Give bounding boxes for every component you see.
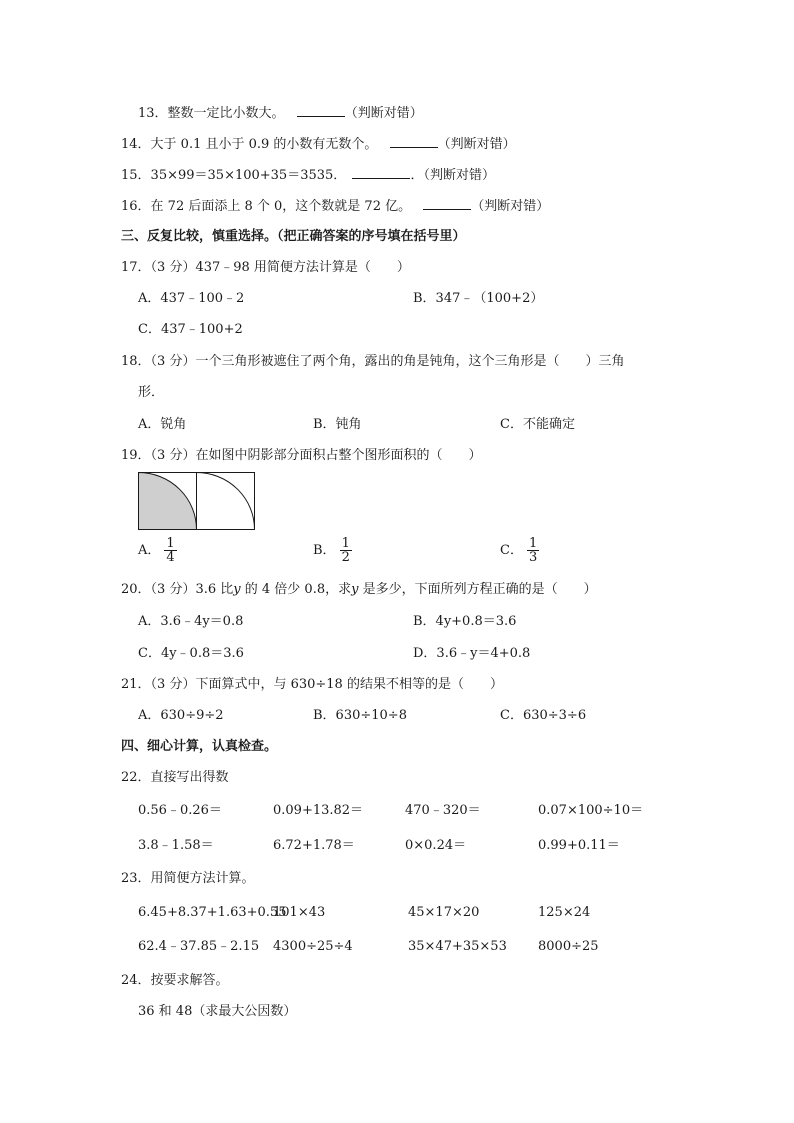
section-4-heading: 四、细心计算，认真检查。 bbox=[121, 739, 278, 754]
q19-option-b[interactable]: B． $\frac{1}{2}$ bbox=[313, 536, 350, 565]
question-text: 整数一定比小数大。 bbox=[167, 106, 285, 121]
q22-item: 0.56﹣0.26＝ bbox=[138, 803, 222, 818]
question-20-stem: 20．（3 分）3.6 比y 的 4 倍少 0.8，求y 是多少，下面所列方程正确的是（ ） bbox=[121, 582, 597, 597]
q23-item: 45×17×20 bbox=[408, 905, 480, 920]
question-16 bbox=[121, 197, 549, 216]
section-3-heading: 三、反复比较，慎重选择。（把正确答案的序号填在括号里） bbox=[121, 229, 466, 244]
q17-option-b[interactable]: B．347﹣（100+2） bbox=[413, 291, 544, 306]
q23-item: 8000÷25 bbox=[538, 939, 599, 954]
q22-item: 0.07×100÷10＝ bbox=[538, 803, 644, 818]
q20-option-a[interactable]: A．3.6﹣4y＝0.8 bbox=[138, 614, 244, 629]
question-tail: （判断对错） bbox=[471, 199, 550, 214]
q22-item: 0×0.24＝ bbox=[405, 838, 467, 853]
q23-item: 101×43 bbox=[273, 905, 326, 920]
q18-option-c[interactable]: C．不能确定 bbox=[500, 417, 575, 432]
answer-blank[interactable] bbox=[297, 104, 345, 117]
q20-option-b[interactable]: B．4y+0.8＝3.6 bbox=[413, 614, 517, 629]
question-17-stem: 17．（3 分）437﹣98 用简便方法计算是（ ） bbox=[121, 260, 410, 275]
q22-item: 6.72+1.78＝ bbox=[273, 838, 355, 853]
question-text: 在 72 后面添上 8 个 0，这个数就是 72 亿。 bbox=[150, 199, 412, 214]
q23-item: 4300÷25÷4 bbox=[273, 939, 353, 954]
answer-blank[interactable] bbox=[352, 166, 410, 179]
answer-blank[interactable] bbox=[423, 197, 471, 210]
q19-option-a[interactable]: A． $\frac{1}{4}$ bbox=[138, 536, 175, 565]
question-24-stem: 24．按要求解答。 bbox=[121, 973, 229, 988]
q22-item: 3.8﹣1.58＝ bbox=[138, 838, 214, 853]
q22-item: 0.09+13.82＝ bbox=[273, 803, 364, 818]
question-13 bbox=[138, 104, 423, 123]
q18-option-a[interactable]: A．锐角 bbox=[138, 417, 187, 432]
q18-option-b[interactable]: B．钝角 bbox=[313, 417, 362, 432]
question-number: 13． bbox=[138, 106, 168, 121]
q19-option-c[interactable]: C． $\frac{1}{3}$ bbox=[500, 536, 538, 565]
q23-item: 62.4﹣37.85﹣2.15 bbox=[138, 939, 260, 954]
question-tail: ．（判断对错） bbox=[410, 168, 495, 183]
question-tail: （判断对错） bbox=[437, 137, 516, 152]
question-number: 15． bbox=[121, 168, 151, 183]
question-18-stem-cont: 形． bbox=[138, 385, 165, 400]
question-text: 35×99＝35×100+35＝3535． bbox=[150, 168, 347, 183]
q21-option-c[interactable]: C．630÷3÷6 bbox=[500, 708, 587, 723]
q17-option-c[interactable]: C．437﹣100+2 bbox=[138, 322, 243, 337]
question-text: 大于 0.1 且小于 0.9 的小数有无数个。 bbox=[150, 137, 378, 152]
q21-option-a[interactable]: A．630÷9÷2 bbox=[138, 708, 224, 723]
question-23-stem: 23．用简便方法计算。 bbox=[121, 871, 255, 886]
question-14 bbox=[121, 135, 516, 154]
question-15 bbox=[121, 166, 495, 185]
question-tail: （判断对错） bbox=[344, 106, 423, 121]
q17-option-a[interactable]: A．437﹣100﹣2 bbox=[138, 291, 245, 306]
quarter-circle-figure bbox=[138, 472, 256, 531]
q20-option-c[interactable]: C．4y﹣0.8＝3.6 bbox=[138, 646, 244, 661]
q23-item: 6.45+8.37+1.63+0.55 bbox=[138, 905, 287, 920]
q23-item: 125×24 bbox=[538, 905, 591, 920]
q20-option-d[interactable]: D．3.6﹣y＝4+0.8 bbox=[413, 646, 531, 661]
q22-item: 0.99+0.11＝ bbox=[538, 838, 620, 853]
question-number: 16． bbox=[121, 199, 151, 214]
answer-blank[interactable] bbox=[390, 135, 438, 148]
fraction: $\frac{1}{3}$ bbox=[528, 536, 538, 565]
question-19-stem: 19．（3 分）在如图中阴影部分面积占整个图形面积的（ ） bbox=[121, 448, 482, 463]
question-18-stem: 18．（3 分）一个三角形被遮住了两个角，露出的角是钝角，这个三角形是（ ）三角 bbox=[121, 354, 625, 369]
fraction: $\frac{1}{2}$ bbox=[341, 536, 350, 565]
question-21-stem: 21．（3 分）下面算式中，与 630÷18 的结果不相等的是（ ） bbox=[121, 677, 503, 692]
q21-option-b[interactable]: B．630÷10÷8 bbox=[313, 708, 407, 723]
question-22-stem: 22．直接写出得数 bbox=[121, 770, 229, 785]
q22-item: 470﹣320＝ bbox=[405, 803, 481, 818]
fraction: $\frac{1}{4}$ bbox=[166, 536, 175, 565]
q23-item: 35×47+35×53 bbox=[408, 939, 507, 954]
question-number: 14． bbox=[121, 137, 151, 152]
q24-item: 36 和 48（求最大公因数） bbox=[138, 1004, 297, 1019]
